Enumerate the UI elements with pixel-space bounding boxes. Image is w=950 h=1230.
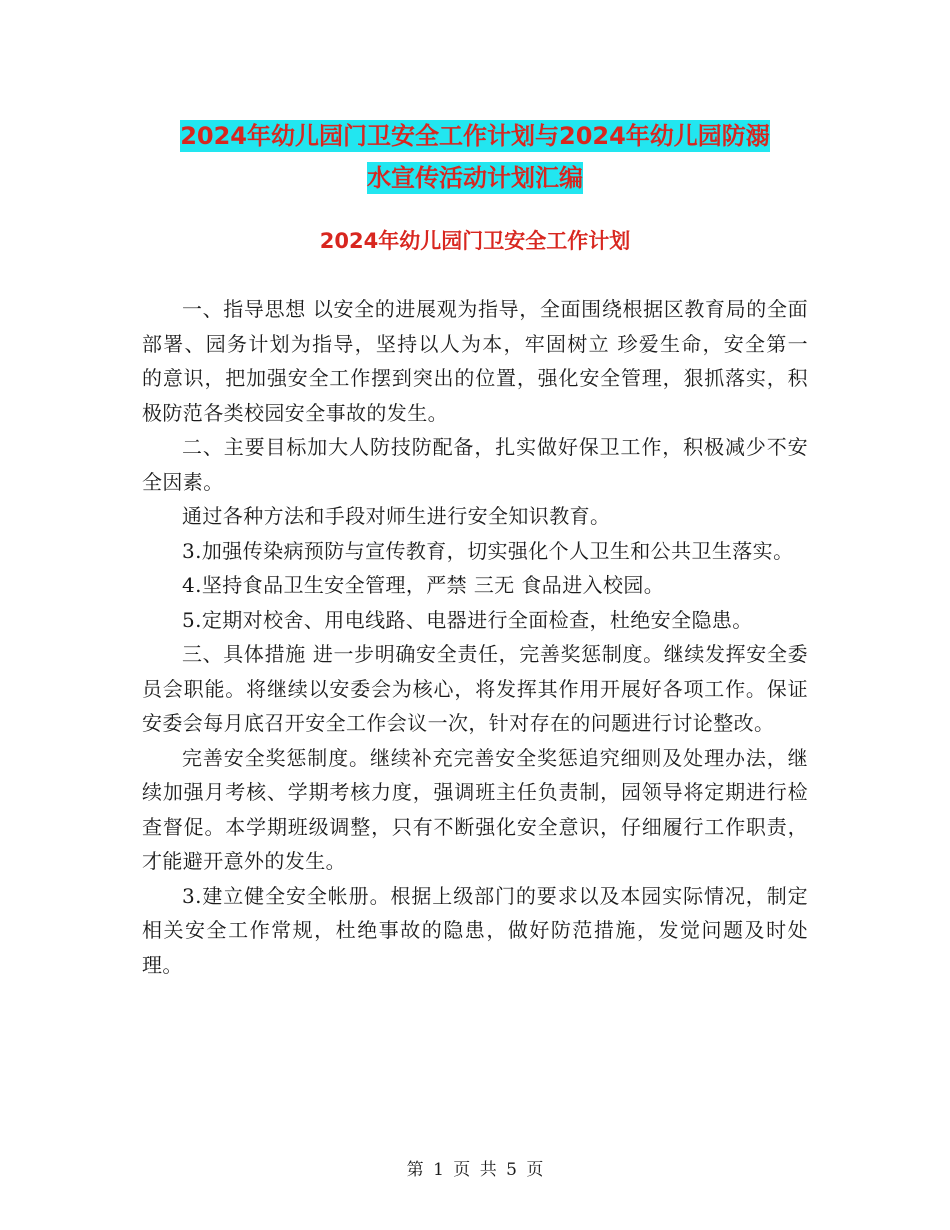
paragraph-safety-education: 通过各种方法和手段对师生进行安全知识教育。 xyxy=(182,504,611,528)
document-body xyxy=(142,292,808,982)
section-title: 2024年幼儿园门卫安全工作计划 xyxy=(319,229,631,253)
paragraph-safety-records: 3.建立健全安全帐册。根据上级部门的要求以及本园实际情况，制定相关安全工作常规，杜绝事故的隐患，做好防范措施，发觉问题及时处理。 xyxy=(142,883,808,977)
paragraph-specific-measures: 三、具体措施 进一步明确安全责任，完善奖惩制度。继续发挥安全委员会职能。将继续以安委会为核心，将发挥其作用开展好各项工作。保证安委会每月底召开安全工作会议一次，针对存在的问题进行讨论整改。 xyxy=(142,642,808,735)
paragraph-guiding-ideology: 一、指导思想 以安全的进展观为指导，全面围绕根据区教育局的全面部署、园务计划为指导，坚持以人为本，牢固树立 珍爱生命，安全第一 的意识，把加强安全工作摆到突出的位置，强化安全管理，狠抓落实，积极防范各类校园安全事故的发生。 xyxy=(142,297,808,425)
paragraph-main-goals: 二、主要目标加大人防技防配备，扎实做好保卫工作，积极减少不安全因素。 xyxy=(142,435,808,494)
document-title-line-1: 2024年幼儿园门卫安全工作计划与2024年幼儿园防溺 xyxy=(180,122,770,150)
paragraph-disease-prevention: 3.加强传染病预防与宣传教育，切实强化个人卫生和公共卫生落实。 xyxy=(182,538,794,563)
paragraph-food-safety: 4.坚持食品卫生安全管理，严禁 三无 食品进入校园。 xyxy=(182,573,665,597)
paragraph-facility-inspection: 5.定期对校舍、用电线路、电器进行全面检查，杜绝安全隐患。 xyxy=(182,607,753,632)
document-title-line-2: 水宣传活动计划汇编 xyxy=(367,164,583,192)
page-number-footer: 第 1 页 共 5 页 xyxy=(406,1160,544,1180)
paragraph-reward-punishment: 完善安全奖惩制度。继续补充完善安全奖惩追究细则及处理办法，继续加强月考核、学期考核力度，强调班主任负责制，园领导将定期进行检查督促。本学期班级调整，只有不断强化安全意识，仔细履行工作职责，才能避开意外的发生。 xyxy=(142,745,808,873)
